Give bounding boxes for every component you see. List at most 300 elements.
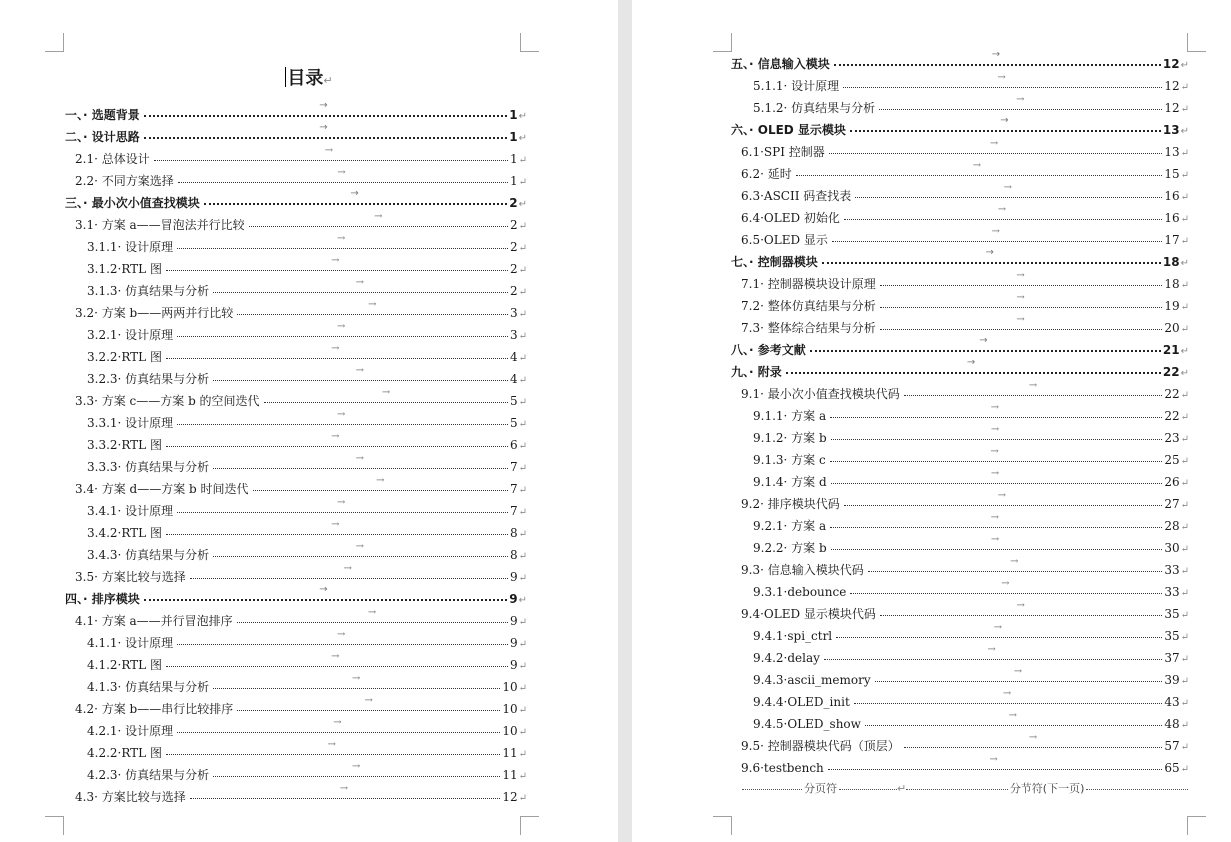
toc-dot-leader [213, 277, 508, 293]
paragraph-mark-icon: ↵ [518, 485, 527, 496]
toc-dot-leader [854, 688, 1163, 704]
paragraph-mark-icon: ↵ [518, 177, 527, 188]
toc-entry-page-number: 6 [509, 438, 518, 452]
break-leader [906, 789, 1008, 790]
toc-list-left [65, 100, 527, 808]
tab-arrow-icon: → [336, 321, 346, 332]
toc-entry-page-number: 16 [1164, 211, 1180, 225]
paragraph-mark-icon: ↵ [518, 155, 527, 166]
toc-entry-page-number: 1 [509, 152, 518, 166]
toc-entry[interactable] [65, 541, 527, 566]
paragraph-mark-icon: ↵ [518, 595, 527, 606]
paragraph-mark-icon: ↵ [518, 617, 527, 628]
tab-arrow-icon: → [985, 247, 994, 258]
toc-entry-page-number: 22 [1164, 387, 1180, 401]
toc-entry[interactable] [731, 578, 1189, 603]
toc-entry[interactable] [731, 468, 1189, 493]
toc-dot-leader [264, 387, 508, 403]
toc-entry-page-number: 1 [509, 174, 518, 188]
toc-entry-page-number: 18 [1162, 255, 1180, 269]
toc-dot-leader [855, 182, 1162, 198]
tab-arrow-icon: → [1028, 380, 1038, 391]
tab-arrow-icon: → [1016, 270, 1025, 281]
paragraph-mark-icon: ↵ [1180, 456, 1189, 467]
toc-entry[interactable] [65, 343, 527, 368]
tab-arrow-icon: → [997, 204, 1007, 215]
tab-arrow-icon: → [997, 490, 1007, 501]
toc-entry[interactable] [731, 138, 1189, 163]
toc-entry[interactable] [65, 761, 527, 786]
toc-entry-title: 9.4.1·spi_ctrl [753, 629, 833, 643]
toc-entry[interactable] [731, 204, 1189, 229]
toc-entry[interactable] [731, 666, 1189, 691]
toc-entry[interactable] [731, 490, 1189, 515]
toc-entry[interactable] [731, 160, 1189, 185]
toc-entry-page-number: 19 [1164, 299, 1180, 313]
toc-entry[interactable] [731, 622, 1189, 647]
break-leader [839, 789, 897, 790]
toc-entry[interactable] [731, 314, 1189, 339]
toc-entry[interactable] [65, 673, 527, 698]
toc-entry[interactable] [65, 497, 527, 522]
toc-entry-page-number: 1 [509, 130, 518, 144]
toc-entry-title: 4.2.1· 设计原理 [87, 724, 174, 738]
tab-arrow-icon: → [1001, 578, 1010, 589]
paragraph-mark-icon: ↵ [518, 529, 527, 540]
tab-arrow-icon: → [336, 409, 346, 420]
toc-entry-page-number: 39 [1164, 673, 1180, 687]
toc-entry[interactable] [65, 365, 527, 390]
toc-dot-leader [879, 94, 1162, 110]
toc-dot-leader [880, 270, 1163, 286]
toc-dot-leader [213, 541, 508, 557]
tab-arrow-icon: → [339, 783, 349, 794]
paragraph-mark-icon: ↵ [1180, 258, 1189, 269]
toc-entry[interactable] [65, 188, 527, 214]
toc-entry[interactable] [65, 695, 527, 720]
tab-arrow-icon: → [1002, 688, 1012, 699]
toc-entry[interactable] [65, 717, 527, 742]
toc-entry-title: 9.2· 排序模块代码 [741, 497, 840, 511]
toc-entry[interactable] [65, 651, 527, 676]
toc-entry-page-number: 12 [1164, 101, 1180, 115]
tab-arrow-icon: → [376, 475, 385, 486]
toc-title[interactable] [0, 64, 618, 90]
tab-arrow-icon: → [997, 72, 1006, 83]
paragraph-mark-icon: ↵ [518, 771, 527, 782]
toc-entry-page-number: 12 [1164, 79, 1180, 93]
paragraph-mark-icon: ↵ [1180, 390, 1189, 401]
tab-arrow-icon: → [355, 541, 365, 552]
toc-entry-title: 9.4.4·OLED_init [753, 695, 850, 709]
toc-entry-page-number: 2 [509, 240, 518, 254]
toc-dot-leader [844, 204, 1162, 220]
toc-entry[interactable] [731, 226, 1189, 251]
toc-entry-title: 3.3· 方案 c——方案 b 的空间迭代 [75, 394, 260, 408]
tab-arrow-icon: → [1000, 115, 1009, 126]
toc-dot-leader [904, 732, 1163, 748]
toc-dot-leader [166, 431, 508, 447]
tab-arrow-icon: → [990, 468, 1000, 479]
toc-entry-page-number: 7 [509, 504, 518, 518]
toc-entry-page-number: 20 [1164, 321, 1180, 335]
toc-entry-page-number: 5 [509, 416, 518, 430]
toc-entry-title: 6.5·OLED 显示 [741, 233, 828, 247]
toc-entry-page-number: 1 [509, 108, 518, 122]
toc-entry[interactable] [731, 292, 1189, 317]
toc-dot-leader [213, 453, 508, 469]
toc-entry[interactable] [731, 182, 1189, 207]
toc-entry-page-number: 7 [509, 460, 518, 474]
toc-entry[interactable] [65, 783, 527, 808]
toc-dot-leader [830, 446, 1163, 462]
toc-dot-leader [829, 138, 1163, 154]
toc-entry[interactable] [731, 270, 1189, 295]
toc-entry-page-number: 12 [1162, 57, 1180, 71]
paragraph-mark-icon: ↵ [518, 265, 527, 276]
toc-dot-leader [253, 475, 508, 491]
toc-dot-leader [166, 519, 508, 535]
tab-arrow-icon: → [991, 226, 1000, 237]
toc-entry-page-number: 11 [502, 768, 518, 782]
toc-entry-page-number: 2 [509, 262, 518, 276]
toc-entry[interactable] [731, 115, 1189, 141]
tab-arrow-icon: → [1008, 710, 1018, 721]
toc-entry[interactable] [731, 402, 1189, 427]
toc-entry[interactable] [65, 145, 527, 170]
crop-mark-bottom-left [713, 816, 732, 835]
toc-entry-page-number: 28 [1164, 519, 1180, 533]
toc-dot-leader [822, 247, 1161, 264]
toc-entry[interactable] [65, 475, 527, 500]
paragraph-mark-icon: ↵ [518, 639, 527, 650]
toc-entry-page-number: 37 [1164, 651, 1180, 665]
toc-entry-title: 6.1·SPI 控制器 [741, 145, 825, 159]
toc-entry-page-number: 11 [502, 746, 518, 760]
paragraph-mark-icon: ↵ [1180, 60, 1189, 71]
tab-arrow-icon: → [990, 402, 999, 413]
toc-dot-leader [865, 710, 1162, 726]
toc-dot-leader [831, 468, 1163, 484]
toc-entry-title: 七、· 控制器模块 [731, 255, 818, 269]
tab-arrow-icon: → [331, 343, 340, 354]
toc-entry-title: 9.1.4· 方案 d [753, 475, 827, 489]
tab-arrow-icon: → [331, 431, 340, 442]
toc-dot-leader [843, 72, 1162, 88]
page-break-label: 分页符 [804, 782, 837, 795]
paragraph-mark-icon: ↵ [518, 683, 527, 694]
toc-dot-leader [213, 365, 508, 381]
tab-arrow-icon: → [355, 453, 365, 464]
toc-entry[interactable] [65, 607, 527, 632]
toc-entry[interactable] [65, 277, 527, 302]
toc-entry[interactable] [65, 233, 527, 258]
paragraph-mark-icon: ↵ [1180, 104, 1189, 115]
toc-list-right [731, 49, 1189, 779]
paragraph-mark-icon: ↵ [518, 419, 527, 430]
toc-entry-page-number: 22 [1162, 365, 1180, 379]
toc-entry-title: 3.1.3· 仿真结果与分析 [87, 284, 210, 298]
toc-dot-leader [213, 673, 500, 689]
paragraph-mark-icon: ↵ [1180, 610, 1189, 621]
paragraph-mark-icon: ↵ [518, 749, 527, 760]
tab-arrow-icon: → [364, 695, 373, 706]
toc-entry-title: 7.2· 整体仿真结果与分析 [741, 299, 876, 313]
tab-arrow-icon: → [1028, 732, 1038, 743]
paragraph-mark-icon: ↵ [1180, 148, 1189, 159]
break-leader [1086, 789, 1188, 790]
toc-entry-page-number: 35 [1164, 607, 1180, 621]
toc-entry-page-number: 9 [509, 636, 518, 650]
toc-entry[interactable] [65, 431, 527, 456]
toc-entry[interactable] [65, 122, 527, 148]
toc-dot-leader [786, 357, 1161, 374]
toc-dot-leader [880, 314, 1163, 330]
toc-entry[interactable] [731, 644, 1189, 669]
toc-entry[interactable] [731, 688, 1189, 713]
toc-entry[interactable] [731, 556, 1189, 581]
toc-dot-leader [154, 145, 508, 161]
toc-title-text: 目录 [287, 68, 324, 89]
paragraph-mark-icon: ↵ [323, 74, 333, 87]
paragraph-mark-icon: ↵ [518, 243, 527, 254]
toc-entry[interactable] [731, 424, 1189, 449]
paragraph-mark-icon: ↵ [518, 221, 527, 232]
toc-entry[interactable] [731, 732, 1189, 757]
toc-entry[interactable] [65, 739, 527, 764]
tab-arrow-icon: → [990, 534, 1000, 545]
toc-dot-leader [850, 115, 1161, 132]
toc-entry[interactable] [731, 512, 1189, 537]
toc-entry-title: 9.1.3· 方案 c [753, 453, 826, 467]
toc-dot-leader [144, 584, 508, 601]
paragraph-mark-icon: ↵ [1180, 82, 1189, 93]
toc-dot-leader [830, 512, 1162, 528]
toc-entry[interactable] [731, 49, 1189, 75]
toc-entry[interactable] [65, 584, 527, 610]
paragraph-mark-icon: ↵ [518, 507, 527, 518]
paragraph-mark-icon: ↵ [518, 463, 527, 474]
paragraph-mark-icon: ↵ [518, 111, 527, 122]
toc-entry-page-number: 15 [1164, 167, 1180, 181]
toc-dot-leader [844, 490, 1163, 506]
toc-dot-leader [166, 343, 508, 359]
crop-mark-bottom-right [520, 816, 539, 835]
tab-arrow-icon: → [368, 299, 377, 310]
toc-dot-leader [834, 49, 1161, 66]
tab-arrow-icon: → [972, 160, 982, 171]
tab-arrow-icon: → [355, 365, 365, 376]
toc-entry-page-number: 65 [1164, 761, 1180, 775]
paragraph-mark-icon: ↵ [1180, 126, 1189, 137]
tab-arrow-icon: → [990, 424, 1000, 435]
toc-entry[interactable] [65, 387, 527, 412]
toc-entry-title: 9.3.1·debounce [753, 585, 847, 599]
toc-entry-page-number: 43 [1164, 695, 1180, 709]
tab-arrow-icon: → [1010, 556, 1019, 567]
toc-entry-title: 3.2.2·RTL 图 [87, 350, 162, 364]
toc-entry[interactable] [731, 710, 1189, 735]
tab-arrow-icon: → [336, 629, 346, 640]
paragraph-mark-icon: ↵ [1180, 720, 1189, 731]
paragraph-mark-icon: ↵ [1180, 764, 1189, 775]
paragraph-mark-icon: ↵ [518, 573, 527, 584]
toc-entry-page-number: 13 [1162, 123, 1180, 137]
toc-entry-page-number: 7 [509, 482, 518, 496]
toc-entry[interactable] [731, 754, 1189, 779]
toc-entry[interactable] [65, 211, 527, 236]
toc-entry-title: 二、· 设计思路 [65, 130, 140, 144]
paragraph-mark-icon: ↵ [1180, 742, 1189, 753]
toc-entry-page-number: 10 [502, 724, 518, 738]
toc-entry-page-number: 9 [509, 592, 518, 606]
paragraph-mark-icon: ↵ [1180, 368, 1189, 379]
toc-entry[interactable] [731, 600, 1189, 625]
toc-entry-title: 3.2.1· 设计原理 [87, 328, 174, 342]
toc-entry-page-number: 4 [509, 350, 518, 364]
tab-arrow-icon: → [966, 357, 976, 368]
toc-entry-title: 4.1.3· 仿真结果与分析 [87, 680, 210, 694]
toc-entry-title: 4.2.2·RTL 图 [87, 746, 162, 760]
toc-entry[interactable] [731, 94, 1189, 119]
crop-mark-bottom-right [1187, 816, 1206, 835]
toc-entry-page-number: 8 [509, 526, 518, 540]
toc-entry[interactable] [65, 299, 527, 324]
toc-entry-title: 3.5· 方案比较与选择 [75, 570, 186, 584]
tab-arrow-icon: → [336, 233, 346, 244]
toc-dot-leader [166, 255, 508, 271]
break-markers [742, 779, 1188, 797]
toc-entry-title: 9.3· 信息输入模块代码 [741, 563, 864, 577]
tab-arrow-icon: → [987, 644, 996, 655]
toc-dot-leader [880, 600, 1162, 616]
paragraph-mark-icon: ↵ [1180, 302, 1189, 313]
toc-entry-title: 9.6·testbench [741, 761, 824, 775]
tab-arrow-icon: → [1013, 666, 1023, 677]
toc-entry-page-number: 23 [1164, 431, 1180, 445]
toc-entry-page-number: 5 [509, 394, 518, 408]
toc-entry[interactable] [731, 335, 1189, 361]
tab-arrow-icon: → [989, 754, 998, 765]
toc-entry-title: 三、· 最小次小值查找模块 [65, 196, 200, 210]
tab-arrow-icon: → [324, 145, 334, 156]
toc-entry-title: 9.5· 控制器模块代码（顶层） [741, 739, 900, 753]
paragraph-mark-icon: ↵ [1180, 324, 1189, 335]
toc-entry-page-number: 9 [509, 570, 518, 584]
toc-entry[interactable] [731, 534, 1189, 559]
toc-entry[interactable] [731, 357, 1189, 383]
toc-entry[interactable] [731, 247, 1189, 273]
paragraph-mark-icon: ↵ [1180, 566, 1189, 577]
tab-arrow-icon: → [1016, 314, 1025, 325]
page-gutter [618, 0, 632, 842]
toc-entry[interactable] [65, 321, 527, 346]
toc-entry-title: 3.3.2·RTL 图 [87, 438, 162, 452]
toc-entry-title: 六、· OLED 显示模块 [731, 123, 846, 137]
toc-entry-title: 3.2.3· 仿真结果与分析 [87, 372, 210, 386]
tab-arrow-icon: → [993, 622, 1003, 633]
toc-dot-leader [831, 424, 1163, 440]
toc-entry-page-number: 13 [1164, 145, 1180, 159]
toc-entry-title: 4.3· 方案比较与选择 [75, 790, 186, 804]
toc-dot-leader [796, 160, 1163, 176]
toc-entry[interactable] [65, 629, 527, 654]
tab-arrow-icon: → [319, 100, 328, 111]
toc-entry-title: 3.4· 方案 d——方案 b 时间迭代 [75, 482, 249, 496]
toc-entry[interactable] [731, 72, 1189, 97]
paragraph-mark-icon: ↵ [1180, 412, 1189, 423]
toc-dot-leader [213, 761, 500, 777]
paragraph-mark-icon: ↵ [518, 727, 527, 738]
tab-arrow-icon: → [1016, 600, 1025, 611]
crop-mark-top-left [45, 33, 64, 52]
toc-dot-leader [824, 644, 1162, 660]
toc-dot-leader [190, 563, 508, 579]
toc-entry[interactable] [731, 446, 1189, 471]
toc-entry-title: 6.4·OLED 初始化 [741, 211, 840, 225]
toc-entry-page-number: 21 [1162, 343, 1180, 357]
toc-entry-page-number: 3 [509, 328, 518, 342]
paragraph-mark-icon: ↵ [1180, 214, 1189, 225]
toc-entry-page-number: 27 [1164, 497, 1180, 511]
toc-entry-title: 3.2· 方案 b——两两并行比较 [75, 306, 234, 320]
tab-arrow-icon: → [333, 717, 342, 728]
toc-dot-leader [831, 534, 1163, 550]
toc-dot-leader [832, 226, 1162, 242]
toc-entry[interactable] [65, 563, 527, 588]
toc-entry-title: 9.4·OLED 显示模块代码 [741, 607, 876, 621]
toc-entry[interactable] [65, 167, 527, 192]
toc-entry[interactable] [65, 519, 527, 544]
paragraph-mark-icon: ↵ [1180, 544, 1189, 555]
toc-entry-page-number: 12 [502, 790, 518, 804]
toc-entry[interactable] [65, 255, 527, 280]
break-leader [742, 789, 802, 790]
toc-dot-leader [830, 402, 1162, 418]
toc-dot-leader [177, 321, 508, 337]
tab-arrow-icon: → [336, 497, 346, 508]
toc-entry-title: 3.1· 方案 a——冒泡法并行比较 [75, 218, 245, 232]
tab-arrow-icon: → [352, 673, 361, 684]
toc-entry-page-number: 2 [509, 218, 518, 232]
tab-arrow-icon: → [331, 519, 340, 530]
toc-entry[interactable] [65, 409, 527, 434]
paragraph-mark-icon: ↵ [518, 287, 527, 298]
tab-arrow-icon: → [374, 211, 383, 222]
tab-arrow-icon: → [1003, 182, 1013, 193]
tab-arrow-icon: → [319, 584, 328, 595]
toc-entry[interactable] [65, 453, 527, 478]
toc-entry-title: 9.2.2· 方案 b [753, 541, 827, 555]
paragraph-mark-icon: ↵ [518, 705, 527, 716]
crop-mark-top-left [713, 33, 732, 52]
toc-entry-title: 9.4.2·delay [753, 651, 820, 665]
paragraph-mark-icon: ↵ [518, 551, 527, 562]
paragraph-mark-icon: ↵ [897, 781, 907, 795]
toc-entry-title: 3.4.3· 仿真结果与分析 [87, 548, 210, 562]
toc-entry-title: 4.2.3· 仿真结果与分析 [87, 768, 210, 782]
toc-dot-leader [237, 607, 508, 623]
toc-entry-title: 7.3· 整体综合结果与分析 [741, 321, 876, 335]
toc-entry[interactable] [65, 100, 527, 126]
tab-arrow-icon: → [991, 49, 1001, 60]
paragraph-mark-icon: ↵ [518, 309, 527, 320]
toc-entry[interactable] [731, 380, 1189, 405]
toc-entry-page-number: 35 [1164, 629, 1180, 643]
toc-entry-title: 3.3.3· 仿真结果与分析 [87, 460, 210, 474]
tab-arrow-icon: → [381, 387, 391, 398]
toc-entry-title: 2.1· 总体设计 [75, 152, 150, 166]
